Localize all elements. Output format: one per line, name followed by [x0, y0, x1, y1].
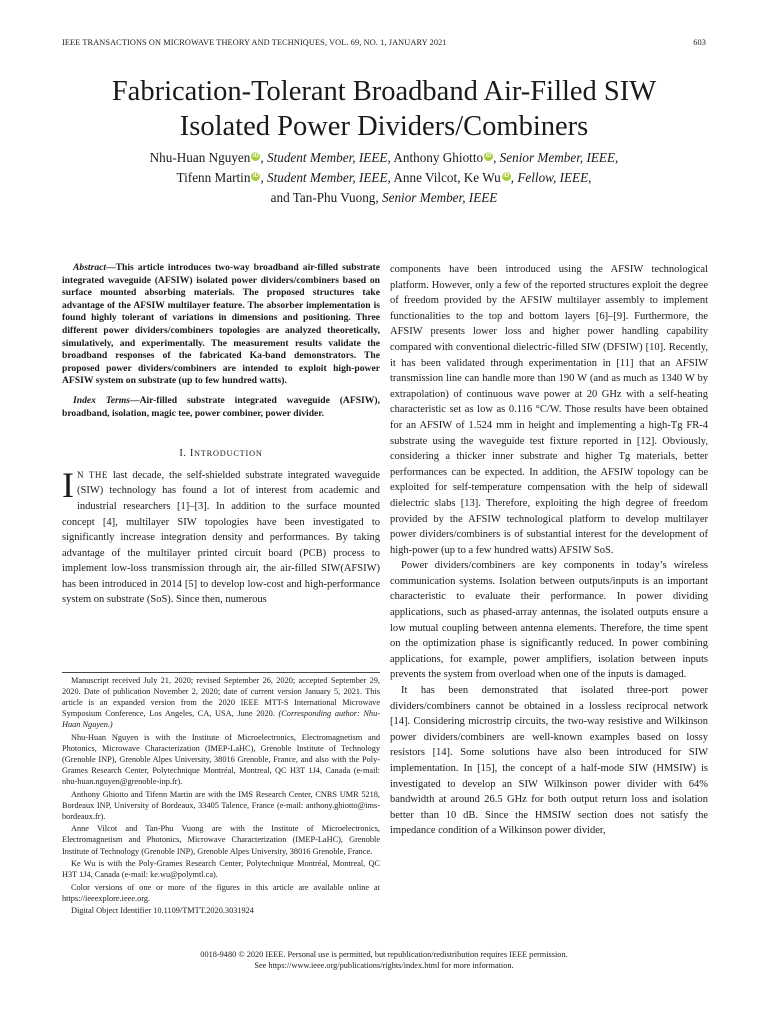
paper-title	[40, 74, 728, 144]
orcid-icon[interactable]: iD	[485, 153, 492, 159]
author-membership: Student Member, IEEE	[266, 150, 388, 165]
footnote-affiliation: Ke Wu is with the Poly-Grames Research Center, Polytechnique Montréal, Montreal, QC H3T 1J4, Canada (e-mail: ke.wu@polymtl.ca).	[62, 859, 380, 880]
section-heading	[62, 446, 380, 462]
running-head	[62, 38, 706, 52]
author-list: Nhu-Huan Nguyen iD , Student Member, IEEE, Anthony Ghiotto iD , Senior Member, IEEE, Tifenn Martin iD , Student Member, IEEE, Anne Vilcot, Ke Wu iD , Fellow, IEEE, and Tan-Phu Vuong, Senior Member, IEEE	[149, 150, 619, 205]
footnotes	[62, 672, 380, 918]
author-name: Tifenn Martin	[176, 170, 251, 185]
title-line-2: Isolated Power Dividers/Combiners	[179, 111, 589, 142]
left-column	[62, 262, 380, 608]
intro-lead: N THE	[77, 469, 108, 480]
section-title-initial: I	[189, 448, 194, 460]
index-terms	[62, 395, 380, 420]
footnote-affiliation: Anne Vilcot and Tan-Phu Vuong are with the Institute of Microelectronics, Electromagnetism and Photonics, Microwave Characterization (IMEP-LaHC), Grenoble Institute of Technology (Grenoble INP), Grenoble Alpes University, 38016 Grenoble, France.	[62, 824, 380, 856]
corresponding-author: (Corresponding author: Nhu-Huan Nguyen.)	[62, 709, 380, 730]
abstract-label: Abstract	[73, 262, 107, 273]
author-membership: Student Member, IEEE	[267, 170, 388, 185]
copyright-notice	[62, 949, 706, 971]
body-paragraph: components have been introduced using the AFSIW technological platform. However, only a few of the reported structures exploit the degree of freedom provided by the AFSIW multilayer assembly to implement functionalities to the top and bottom layers [6]–[9]. Furthermore, the AFSIW presents lower loss and higher power handling capability compared with conventional dielectric-filled SIW (DFSIW) [10]. Recently, it has been validated through experimentation in [11] that an AFSIW transmission line can handle more than 190 W (and as much as 1340 W by extrapolation) of continuous wave power at 20 GHz with a self-heating characteristic set as low as 0.116 °C/W. Those results have been obtained for an AFSIW of 1.524 mm in height and implementing a high-Tg FR-4 substrate using the waveguide test fixture reported in [12]. Obviously, considering a thicker inner substrate and higher Tg materials, better performances can be expected. In addition, the AFSIW topology can be exploited for self-temperature compensation with the help of sidewall dielectric slabs [13]. Therefore, exploiting the high degree of freedom provided by the AFSIW technological platform to develop multilayer power dividers/combiners is of substantial interest for the development of high-power (up to a few hundred watts) AFSIW SoS.	[390, 264, 708, 556]
footnote-manuscript	[62, 675, 380, 730]
index-terms-label: Index Terms	[73, 394, 130, 406]
abstract-text: This article introduces two-way broadband air-filled substrate integrated waveguide (AFSIW) isolated power dividers/combiners based on surface mounted absorbing materials. The proposed structures take advantage of the AFSIW multilayer feature. The absorber implementation is found highly tolerant of variations in dimensions and positioning. Three different power dividers/combiners topologies are analyzed theoretically, simulatively, and experimentally. The measurement results validate the broadband responses of the fabricated Ka-band demonstrators. The proposed power dividers/combiners are intended to exploit high-power AFSIW system on substrate (up to few hundred watts).	[62, 262, 380, 387]
author-name: Ke Wu	[463, 170, 501, 185]
index-terms-text: Air-filled substrate integrated waveguide (AFSIW), broadband, isolation, magic tee, power combiner, power divider.	[62, 394, 380, 419]
abstract-dash: —	[106, 262, 116, 273]
journal-header: IEEE TRANSACTIONS ON MICROWAVE THEORY AND TECHNIQUES, VOL. 69, NO. 1, JANUARY 2021	[62, 38, 447, 47]
page-number: 603	[693, 38, 706, 47]
intro-text: last decade, the self-shielded substrate integrated waveguide (SIW) technology has found a lot of interest from academic and industrial researchers [1]–[3]. In addition to the surface mounted concept [4], multilayer SIW topologies have been investigated to significantly increase integration density and performances. By taking advantage of the multilayer printed circuit board (PCB) process to implement low-loss transmission through air, the air-filled SIW(AFSIW) has been introduced in 2014 [5] to develop low-cost and high-performance system on substrate (SoS). Since then, numerous	[62, 469, 380, 606]
abstract	[62, 262, 380, 388]
footnote-affiliation: Nhu-Huan Nguyen is with the Institute of Microelectronics, Electromagnetism and Photonics, Microwave Characterization (IMEP-LaHC), Grenoble Institute of Technology (Grenoble INP), Grenoble Alpes University, 38016 Grenoble, France, and also with the Poly-Grames Research Center, Polytechnique Montréal, Montreal, QC H3T 1J4, Canada (e-mail: nhu-huan.nguyen@grenoble-inp.fr).	[62, 732, 380, 787]
body-paragraph: Power dividers/combiners are key components in today’s wireless communication systems. Isolation between outputs/inputs is an important characteristic to evaluate their performance. In power dividing applications, such as phased-array antennas, the isolated outputs ensure a low mutual coupling between antenna elements. Therefore, the time spent on the optimization phase is significantly reduced. In power combining applications, for example, power amplifiers, isolation between inputs prevents the system from overload when one of the inputs is damaged.	[390, 560, 708, 681]
right-column	[390, 262, 708, 839]
author-name: Anne Vilcot	[393, 170, 458, 185]
author-name: Nhu-Huan Nguyen	[149, 150, 251, 165]
orcid-icon[interactable]: iD	[252, 153, 259, 159]
section-title-rest: NTRODUCTION	[193, 449, 263, 459]
footnote-text: Manuscript received July 21, 2020; revised September 26, 2020; accepted September 29, 2020. Date of publication November 2, 2020; date of current version January 5, 2021. This article is an expanded version from the 2020 IEEE MTT-S International Microwave Symposium Conference, Los Angeles, CA, USA, June 2020.	[62, 676, 380, 719]
drop-cap: I	[62, 464, 74, 505]
copyright-line-2: See https://www.ieee.org/publications/rights/index.html for more information.	[254, 961, 514, 970]
title-line-1: Fabrication-Tolerant Broadband Air-Filled SIW	[111, 76, 657, 107]
intro-paragraph	[62, 464, 380, 608]
author-membership: Senior Member, IEEE	[382, 190, 498, 205]
copyright-line-1: 0018-9480 © 2020 IEEE. Personal use is permitted, but republication/redistribution requires IEEE permission.	[200, 950, 568, 959]
orcid-icon[interactable]: iD	[252, 173, 259, 179]
author-membership: Senior Member, IEEE	[499, 150, 616, 165]
index-terms-dash: —	[129, 394, 140, 406]
orcid-icon[interactable]: iD	[503, 173, 510, 179]
body-paragraph: It has been demonstrated that isolated three-port power dividers/combiners cannot be obtained in a lossless reciprocal network [14]. Considering microstrip circuits, the two-way resistive and Wilkinson power dividers/combiners are well-known examples based on lossy resistors [14]. Some solutions have also been introduced for SIW implementation. In [15], the concept of a half-mode SIW (HMSIW) is investigated to develop an SIW Wilkinson power divider with 64% bandwidth at around 26.5 GHz for both output return loss and isolation better than 10 dB. Since the HMSIW section does not satisfy the impedance condition of a Wilkinson power divider,	[390, 685, 708, 837]
author-name: and Tan-Phu Vuong	[270, 190, 376, 205]
section-numeral: I.	[179, 448, 190, 460]
author-name: Anthony Ghiotto	[393, 150, 484, 165]
footnote-affiliation: Anthony Ghiotto and Tifenn Martin are with the IMS Research Center, CNRS UMR 5218, Bordeaux INP, University of Bordeaux, 33405 Talence, France (e-mail: anthony.ghiotto@ims-bordeaux.fr).	[62, 789, 380, 821]
footnote-color-versions: Color versions of one or more of the figures in this article are available online at https://ieeexplore.ieee.org.	[62, 882, 380, 903]
author-membership: Fellow, IEEE	[517, 170, 589, 185]
footnote-doi: Digital Object Identifier 10.1109/TMTT.2020.3031924	[71, 906, 254, 916]
